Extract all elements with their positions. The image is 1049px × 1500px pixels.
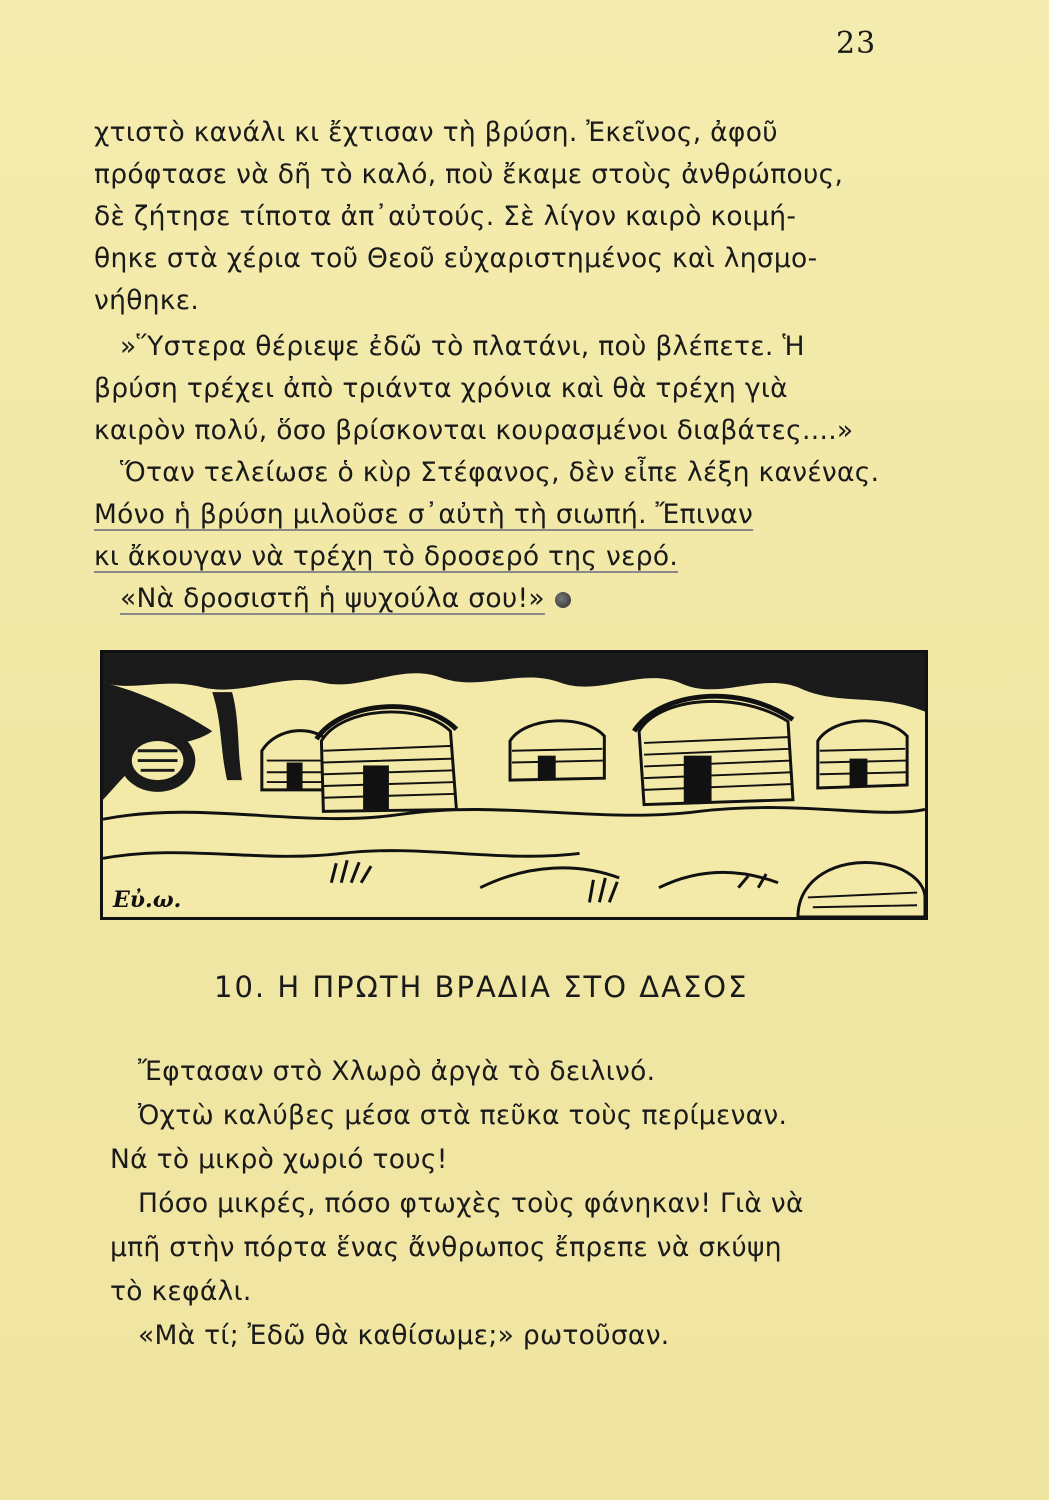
text-line: νήθηκε. xyxy=(94,285,200,316)
text-line: θηκε στὰ χέρια τοῦ Θεοῦ εὐχαριστημένος καὶ λησμο- xyxy=(94,243,818,274)
chapter-title: 10. Η ΠΡΩΤΗ ΒΡΑΔΙΑ ΣΤΟ ΔΑΣΟΣ xyxy=(214,970,749,1004)
text-line: Ὅταν τελείωσε ὁ κὺρ Στέφανος, δὲν εἶπε λέξη κανένας. xyxy=(120,457,880,488)
village-huts-illustration xyxy=(100,650,928,920)
text-line: μπῆ στὴν πόρτα ἕνας ἄνθρωπος ἔπρεπε νὰ σκύψη xyxy=(110,1232,782,1263)
text-line: Ἔφτασαν στὸ Χλωρὸ ἀργὰ τὸ δειλινό. xyxy=(138,1056,656,1087)
text-line: κι ἄκουγαν νὰ τρέχη τὸ δροσερό της νερό. xyxy=(94,541,679,572)
text-line: πρόφτασε νὰ δῆ τὸ καλό, ποὺ ἔκαμε στοὺς ἀνθρώπους, xyxy=(94,159,844,190)
text-line: Ὀχτὼ καλύβες μέσα στὰ πεῦκα τοὺς περίμεναν. xyxy=(138,1100,788,1131)
text-line: δὲ ζήτησε τίποτα ἀπ᾽αὐτούς. Σὲ λίγον καιρὸ κοιμή- xyxy=(94,201,797,232)
text-line: Μόνο ἡ βρύση μιλοῦσε σ᾽αὐτὴ τὴ σιωπή. Ἔπιναν xyxy=(94,499,754,530)
text-line: τὸ κεφάλι. xyxy=(110,1276,252,1307)
top-passage xyxy=(94,112,924,620)
text-line: »Ὕστερα θέριεψε ἐδῶ τὸ πλατάνι, ποὺ βλέπετε. Ἡ xyxy=(120,331,805,362)
artist-signature: Εὐ.ω. xyxy=(113,887,182,913)
woodcut-drawing xyxy=(103,653,925,917)
pencil-mark-icon xyxy=(555,592,571,608)
quote-text: «Νὰ δροσιστῆ ἡ ψυχούλα σου!» xyxy=(120,583,545,614)
quote-line xyxy=(94,578,924,620)
text-line: Νά τὸ μικρὸ χωριό τους! xyxy=(110,1144,448,1175)
text-line: «Μὰ τί; Ἐδῶ θὰ καθίσωμε;» ρωτοῦσαν. xyxy=(138,1320,670,1351)
text-line: καιρὸν πολύ, ὅσο βρίσκονται κουρασμένοι διαβάτες....» xyxy=(94,415,854,446)
bottom-passage xyxy=(110,1050,940,1358)
text-line: Πόσο μικρές, πόσο φτωχὲς τοὺς φάνηκαν! Γιὰ νὰ xyxy=(138,1188,804,1219)
text-line: χτιστὸ κανάλι κι ἔχτισαν τὴ βρύση. Ἐκεῖνος, ἀφοῦ xyxy=(94,117,778,148)
text-line: βρύση τρέχει ἀπὸ τριάντα χρόνια καὶ θὰ τρέχη γιὰ xyxy=(94,373,788,404)
page-number: 23 xyxy=(836,26,877,61)
